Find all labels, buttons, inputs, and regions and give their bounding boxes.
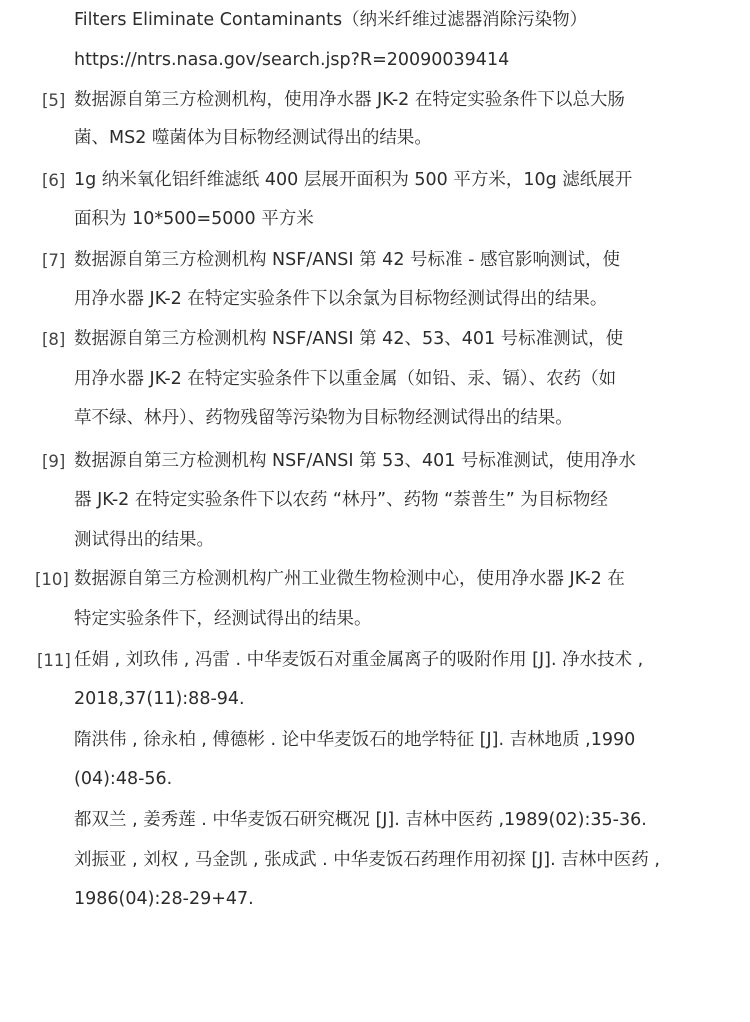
ref10-line-2: 特定实验条件下，经测试得出的结果。 <box>74 609 372 629</box>
ref4-line-1: Filters Eliminate Contaminants（纳米纤维过滤器消除污染物） <box>74 10 588 30</box>
ref11-line-7: 1986(04):28-29+47. <box>74 889 254 909</box>
ref9-number: [9] <box>42 452 66 471</box>
ref10-number: [10] <box>35 570 69 589</box>
ref11-line-6: 刘振亚 , 刘权 , 马金凯 , 张成武 . 中华麦饭石药理作用初探 [J]. 吉林中医药 , <box>74 850 660 870</box>
ref11-line-4: (04):48-56. <box>74 769 173 789</box>
ref11-line-5: 都双兰 , 姜秀莲 . 中华麦饭石研究概况 [J]. 吉林中医药 ,1989(02):35-36. <box>74 810 647 830</box>
ref10-line-1: 数据源自第三方检测机构广州工业微生物检测中心，使用净水器 JK-2 在 <box>74 569 625 589</box>
ref11-line-3: 隋洪伟 , 徐永柏 , 傅德彬 . 论中华麦饭石的地学特征 [J]. 吉林地质 ,1990 <box>74 730 636 750</box>
ref6-number: [6] <box>42 171 66 190</box>
ref11-number: [11] <box>37 651 71 670</box>
ref8-number: [8] <box>42 330 66 349</box>
ref4-url: https://ntrs.nasa.gov/search.jsp?R=20090039414 <box>74 50 510 70</box>
ref8-line-2: 用净水器 JK-2 在特定实验条件下以重金属（如铅、汞、镉）、农药（如 <box>74 369 617 389</box>
ref7-number: [7] <box>42 251 66 270</box>
ref11-line-2: 2018,37(11):88-94. <box>74 689 245 709</box>
ref9-line-2: 器 JK-2 在特定实验条件下以农药 “林丹”、药物 “萘普生” 为目标物经 <box>74 490 608 510</box>
ref9-line-3: 测试得出的结果。 <box>74 530 214 550</box>
ref11-line-1: 任娟 , 刘玖伟 , 冯雷 . 中华麦饭石对重金属离子的吸附作用 [J]. 净水技术 , <box>74 650 644 670</box>
ref8-line-3: 草不绿、林丹）、药物残留等污染物为目标物经测试得出的结果。 <box>74 408 573 428</box>
ref8-line-1: 数据源自第三方检测机构 NSF/ANSI 第 42、53、401 号标准测试，使 <box>74 329 624 349</box>
ref9-line-1: 数据源自第三方检测机构 NSF/ANSI 第 53、401 号标准测试，使用净水 <box>74 451 636 471</box>
ref5-number: [5] <box>42 91 66 110</box>
ref7-line-2: 用净水器 JK-2 在特定实验条件下以余氯为目标物经测试得出的结果。 <box>74 289 608 309</box>
ref6-line-1: 1g 纳米氧化铝纤维滤纸 400 层展开面积为 500 平方米，10g 滤纸展开 <box>74 170 633 190</box>
ref7-line-1: 数据源自第三方检测机构 NSF/ANSI 第 42 号标准 - 感官影响测试，使 <box>74 250 620 270</box>
ref5-line-1: 数据源自第三方检测机构，使用净水器 JK-2 在特定实验条件下以总大肠 <box>74 90 625 110</box>
ref6-line-2: 面积为 10*500=5000 平方米 <box>74 209 314 229</box>
ref5-line-2: 菌、MS2 噬菌体为目标物经测试得出的结果。 <box>74 128 432 148</box>
